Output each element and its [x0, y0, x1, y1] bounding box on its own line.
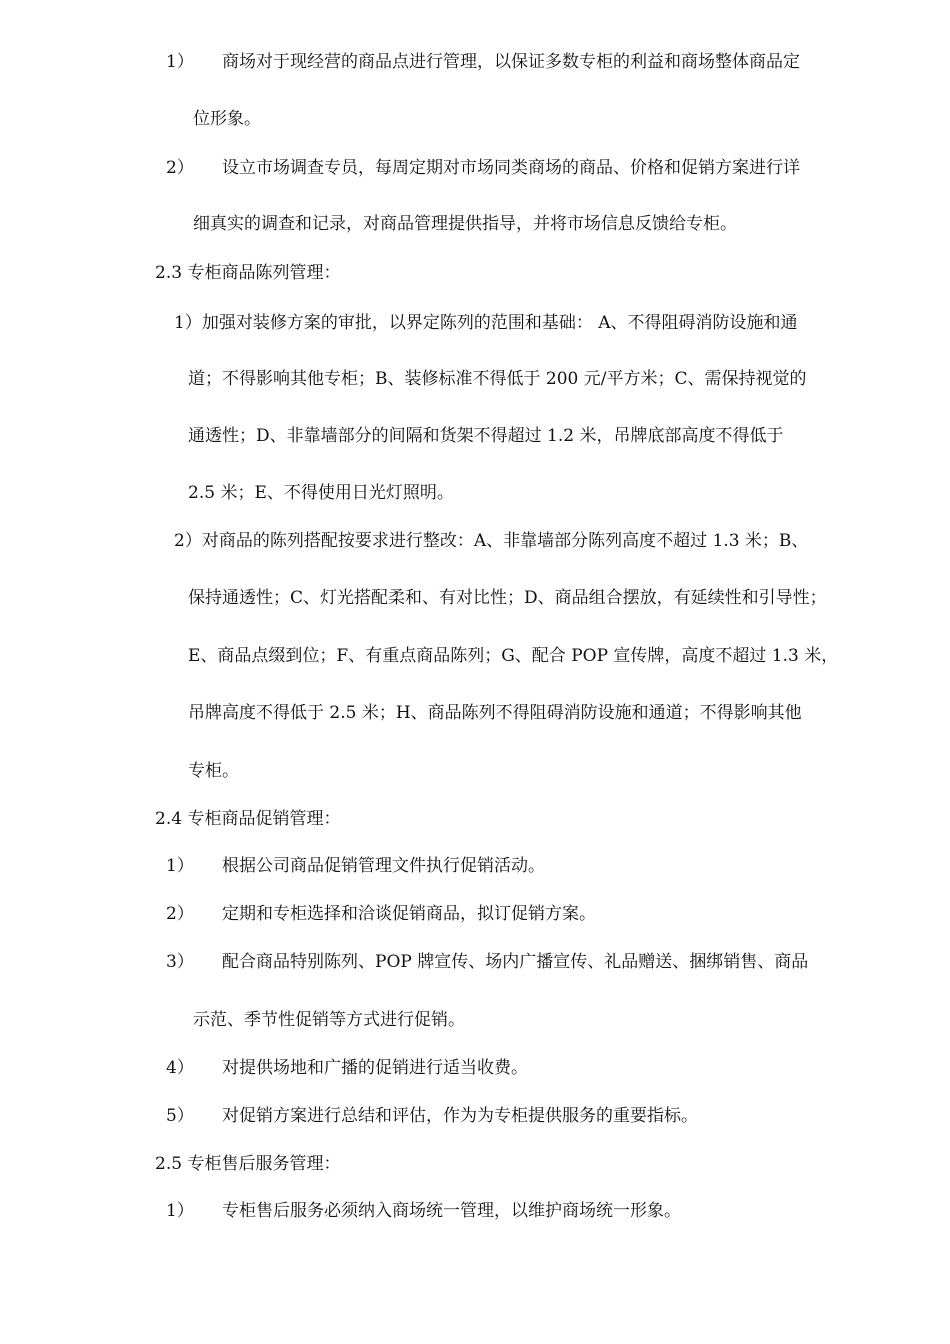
text-line: 细真实的调查和记录，对商品管理提供指导，并将市场信息反馈给专柜。	[193, 214, 737, 234]
list-number: 2）	[166, 904, 194, 924]
section-heading: 2.3 专柜商品陈列管理：	[155, 263, 341, 283]
list-number: 4）	[166, 1058, 194, 1078]
text-line: 道；不得影响其他专柜；B、装修标准不得低于 200 元/平方米；C、需保持视觉的	[188, 369, 807, 389]
list-number: 1）	[166, 856, 194, 876]
text-line: 通透性；D、非靠墙部分的间隔和货架不得超过 1.2 米，吊牌底部高度不得低于	[188, 426, 784, 446]
text-line: 定期和专柜选择和洽谈促销商品，拟订促销方案。	[222, 904, 596, 924]
text-line: 商场对于现经营的商品点进行管理，以保证多数专柜的利益和商场整体商品定	[222, 52, 800, 72]
text-line: 配合商品特别陈列、POP 牌宣传、场内广播宣传、礼品赠送、捆绑销售、商品	[222, 952, 809, 972]
list-number: 1）	[166, 52, 194, 72]
text-line: 2.5 米；E、不得使用日光灯照明。	[188, 483, 454, 503]
text-line: 设立市场调查专员，每周定期对市场同类商场的商品、价格和促销方案进行详	[222, 158, 800, 178]
list-number: 1）	[166, 1201, 194, 1221]
list-number: 2）	[166, 158, 194, 178]
text-line: 保持通透性；C、灯光搭配柔和、有对比性；D、商品组合摆放，有延续性和引导性；	[188, 588, 827, 608]
section-heading: 2.4 专柜商品促销管理：	[155, 809, 341, 829]
text-line: E、商品点缀到位；F、有重点商品陈列；G、配合 POP 宣传牌，高度不超过 1.3 米，	[188, 646, 839, 666]
text-line: 对提供场地和广播的促销进行适当收费。	[222, 1058, 528, 1078]
text-line: 根据公司商品促销管理文件执行促销活动。	[222, 856, 545, 876]
text-line: 专柜售后服务必须纳入商场统一管理，以维护商场统一形象。	[222, 1201, 681, 1221]
text-line: 吊牌高度不得低于 2.5 米；H、商品陈列不得阻碍消防设施和通道；不得影响其他	[188, 703, 802, 723]
text-line: 示范、季节性促销等方式进行促销。	[193, 1010, 465, 1030]
section-heading: 2.5 专柜售后服务管理：	[155, 1154, 341, 1174]
text-line: 对促销方案进行总结和评估，作为为专柜提供服务的重要指标。	[222, 1106, 698, 1126]
list-number: 5）	[166, 1106, 194, 1126]
text-line: 专柜。	[188, 761, 239, 781]
text-line: 2）对商品的陈列搭配按要求进行整改：A、非靠墙部分陈列高度不超过 1.3 米；B、	[174, 531, 809, 551]
list-number: 3）	[166, 952, 194, 972]
text-line: 1）加强对装修方案的审批，以界定陈列的范围和基础： A、不得阻碍消防设施和通	[174, 313, 798, 333]
text-line: 位形象。	[193, 109, 261, 129]
